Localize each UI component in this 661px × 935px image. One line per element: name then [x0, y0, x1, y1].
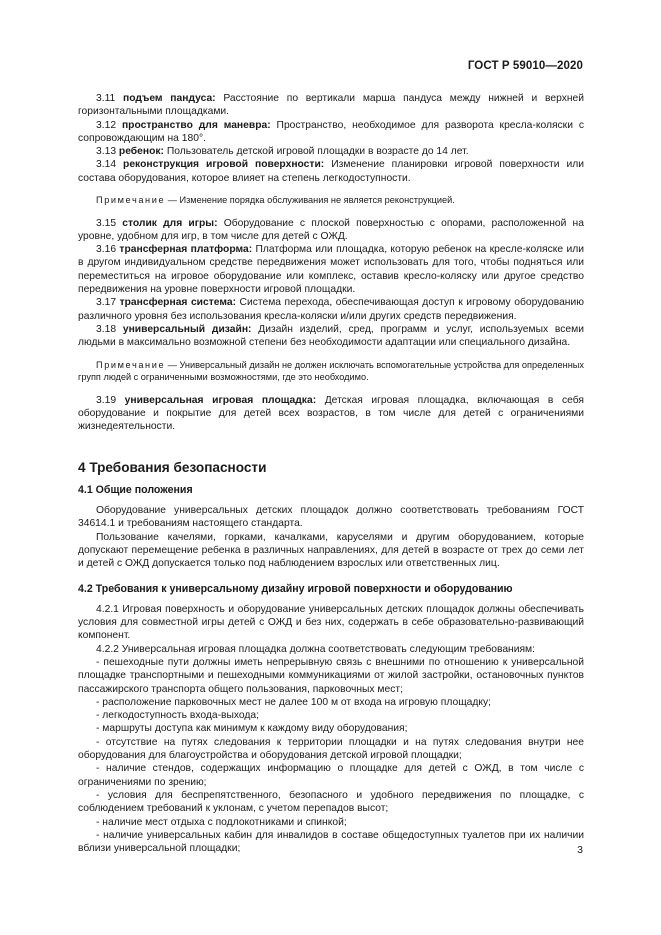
list-item: - наличие универсальных кабин для инвалидов в составе общедоступных туалетов при их наличии вблизи универсальной площадки; [78, 829, 584, 855]
term-name: трансферная система: [119, 297, 237, 309]
term-number: 3.15 [96, 217, 117, 229]
term-definition: Дизайн изделий, сред, программ и услуг, используемых всеми людьми в максимально возможной степени без необходимости адаптации или специального дизайна. [78, 323, 584, 349]
paragraph: Оборудование универсальных детских площадок должно соответствовать требованиям ГОСТ 34614.1 и требованиям настоящего стандарта. [78, 505, 584, 530]
term-entry [78, 296, 584, 323]
paragraph: Пользование качелями, горками, качалками, каруселями и другим оборудованием, которые допускают перемещение ребенка в различных направлениях, для детей в возрасте от трех до семи лет и детей с ОЖД допускается только под наблюдением взрослых или ответственных лиц. [78, 531, 584, 570]
term-entry [78, 323, 584, 350]
term-definition: Платформа или площадка, которую ребенок на кресле-коляске или в другом индивидуальном средстве передвижения может использовать для того, чтобы подняться или переместиться на игровое оборудование или комплекс, оставив кресло-коляску или другое средство передвижения на уровне поверхности игровой площадки. [78, 244, 584, 296]
list-item: - условия для беспрепятственного, безопасного и удобного передвижения по площадке, с соблюдением требований к уклонам, с учетом перепадов высот; [78, 789, 584, 815]
term-definition: Расстояние по вертикали марша пандуса между нижней и верхней горизонтальными площадками. [78, 93, 585, 118]
term-number: 3.11 [96, 93, 116, 104]
term-entry [78, 394, 584, 434]
term-name: ребенок: [118, 146, 164, 158]
term-number: 3.18 [96, 323, 117, 335]
note-label: Примечание [96, 359, 166, 370]
term-name: универсальная игровая площадка: [124, 394, 317, 406]
term-entry [78, 145, 584, 158]
list-item: - расположение парковочных мест не далее 100 м от входа на игровую площадку; [96, 696, 492, 708]
term-name: подъем пандуса: [123, 93, 216, 104]
term-definition: Детская игровая площадка, включающая в себя оборудование и покрытие для детей всех возрастов, в том числе для детей с ограничениями жизнедеятельности. [78, 394, 584, 433]
list-item: - маршруты доступа как минимум к каждому виду оборудования; [96, 723, 408, 735]
term-definition: Система перехода, обеспечивающая доступ к игровому оборудованию различного уровня без использования кресла-коляски и/или других средств передвижения. [78, 297, 584, 322]
term-name: трансферная платформа: [119, 244, 253, 256]
paragraph: 4.2.1 Игровая поверхность и оборудование универсальных детских площадок должны обеспечивать условия для совместной игры детей с ОЖД и без них, содержать в себе образовательно-развивающий компонент. [78, 603, 584, 642]
note-text: — Изменение порядка обслуживания не является реконструкцией. [165, 195, 455, 206]
note [78, 194, 584, 207]
list-item: - отсутствие на путях следования к территории площадки и на путях следования внутри нее оборудования для благоустройства и оборудования детской игровой площадки; [78, 736, 584, 762]
document-body [78, 92, 584, 855]
term-definition: Пространство, необходимое для разворота кресла-коляски с сопровождающим на 180°. [78, 119, 584, 144]
term-entry [78, 217, 584, 244]
term-number: 3.19 [96, 394, 117, 406]
term-entry [78, 158, 584, 185]
term-number: 3.12 [96, 119, 117, 131]
term-number: 3.13 [96, 146, 117, 158]
document-id: ГОСТ Р 59010—2020 [467, 60, 583, 72]
term-name: столик для игры: [122, 217, 218, 229]
note [78, 359, 584, 384]
term-name: универсальный дизайн: [122, 323, 252, 335]
page-number: 3 [577, 844, 583, 856]
term-number: 3.14 [96, 159, 117, 171]
section-heading: 4 Требования безопасности [78, 460, 267, 476]
term-number: 3.16 [96, 244, 117, 256]
term-entry [78, 92, 584, 119]
subsection-heading: 4.2 Требования к универсальному дизайну игровой поверхности и оборудованию [78, 582, 513, 595]
note-label: Примечание [96, 195, 166, 206]
term-number: 3.17 [96, 297, 117, 309]
list-item: - наличие стендов, содержащих информацию о площадке для детей с ОЖД, в том числе с ограничениями по зрению; [78, 763, 584, 788]
term-definition: Пользователь детской игровой площадки в возрасте до 14 лет. [163, 146, 469, 158]
subsection-heading: 4.1 Общие положения [78, 483, 193, 496]
note-text: — Универсальный дизайн не должен исключать вспомогательные устройства для определенных групп людей с ограниченными возможностями, где это необходимо. [78, 359, 584, 383]
term-entry [78, 243, 584, 296]
list-item: - наличие мест отдыха с подлокотниками и спинкой; [96, 816, 347, 828]
term-entry [78, 119, 584, 146]
list-item: - пешеходные пути должны иметь непрерывную связь с внешними по отношению к универсальной площадке транспортными и пешеходными коммуникациями от жилой застройки, остановочных пунктов пассажирского транспорта общего пользования, парковочных мест; [78, 657, 584, 695]
term-name: пространство для маневра: [121, 119, 271, 131]
list-item: - легкодоступность входа-выхода; [96, 710, 260, 722]
term-definition: Оборудование с плоской поверхностью с опорами, расположенной на уровне, удобном для игр, в том числе для детей с ОЖД. [78, 217, 584, 242]
term-definition: Изменение планировки игровой поверхности или состава оборудования, которое влияет на степень легкодоступности. [78, 159, 584, 184]
paragraph: 4.2.2 Универсальная игровая площадка должна соответствовать следующим требованиям: [96, 643, 535, 655]
term-name: реконструкция игровой поверхности: [123, 159, 325, 171]
